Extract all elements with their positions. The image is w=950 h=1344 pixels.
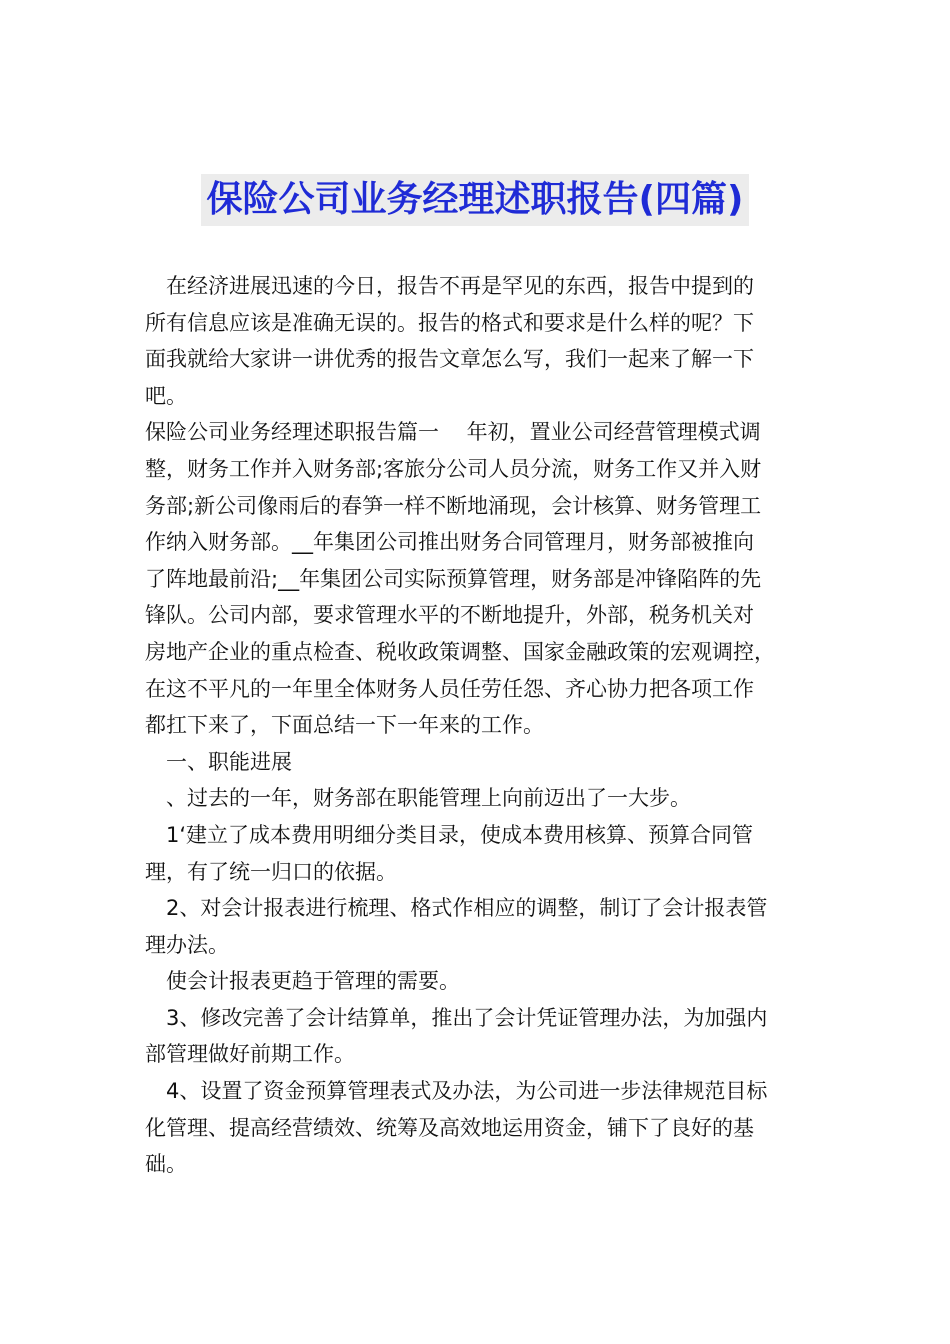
paragraph-line: 在这不平凡的一年里全体财务人员任劳任怨、齐心协力把各项工作 <box>145 676 754 701</box>
paragraph-line: 3、修改完善了会计结算单，推出了会计凭证管理办法，为加强内 <box>166 1005 768 1030</box>
paragraph-line: 化管理、提高经营绩效、统筹及高效地运用资金，铺下了良好的基 <box>145 1115 754 1140</box>
paragraph-line: 面我就给大家讲一讲优秀的报告文章怎么写，我们一起来了解一下 <box>145 347 754 372</box>
paragraph-line: 吧。 <box>145 383 187 408</box>
document-body <box>145 268 815 1183</box>
paragraph-line: 、过去的一年，财务部在职能管理上向前迈出了一大步。 <box>166 786 691 811</box>
paragraph <box>145 268 815 414</box>
paragraph <box>145 963 815 1000</box>
paragraph-line: 在经济进展迅速的今日，报告不再是罕见的东西，报告中提到的 <box>166 274 754 298</box>
paragraph-line: 2、对会计报表进行梳理、格式作相应的调整，制订了会计报表管 <box>166 896 768 921</box>
paragraph <box>145 817 815 890</box>
paragraph <box>145 1000 815 1073</box>
paragraph-line: 整，财务工作并入财务部;客旅分公司人员分流，财务工作又并入财 <box>145 456 762 481</box>
paragraph-line: 础。 <box>145 1152 187 1177</box>
paragraph-line: 1‘建立了成本费用明细分类目录，使成本费用核算、预算合同管 <box>166 822 754 847</box>
paragraph-line: 房地产企业的重点检查、税收政策调整、国家金融政策的宏观调控， <box>145 639 775 664</box>
paragraph-line: 部管理做好前期工作。 <box>145 1042 355 1067</box>
paragraph-line: 4、设置了资金预算管理表式及办法，为公司进一步法律规范目标 <box>166 1079 768 1104</box>
document-title: 保险公司业务经理述职报告(四篇) <box>201 174 750 226</box>
paragraph <box>145 744 815 781</box>
paragraph <box>145 780 815 817</box>
paragraph-line: 锋队。公司内部，要求管理水平的不断地提升，外部，税务机关对 <box>145 603 754 628</box>
paragraph <box>145 890 815 963</box>
paragraph-line: 理办法。 <box>145 932 229 957</box>
paragraph-line: 理，有了统一归口的依据。 <box>145 859 397 884</box>
title-container <box>0 174 950 226</box>
paragraph <box>145 414 815 743</box>
paragraph-line: 了阵地最前沿;__年集团公司实际预算管理，财务部是冲锋陷阵的先 <box>145 566 762 591</box>
paragraph-line: 作纳入财务部。__年集团公司推出财务合同管理月，财务部被推向 <box>145 530 754 555</box>
paragraph <box>145 1073 815 1183</box>
paragraph-line: 务部;新公司像雨后的春笋一样不断地涌现，会计核算、财务管理工 <box>145 493 762 518</box>
paragraph-line: 一、职能进展 <box>166 749 292 774</box>
paragraph-line: 都扛下来了，下面总结一下一年来的工作。 <box>145 713 544 738</box>
paragraph-line: 保险公司业务经理述职报告篇一 年初，置业公司经营管理模式调 <box>145 420 761 445</box>
paragraph-line: 所有信息应该是准确无误的。报告的格式和要求是什么样的呢？下 <box>145 310 754 335</box>
paragraph-line: 使会计报表更趋于管理的需要。 <box>166 969 460 994</box>
